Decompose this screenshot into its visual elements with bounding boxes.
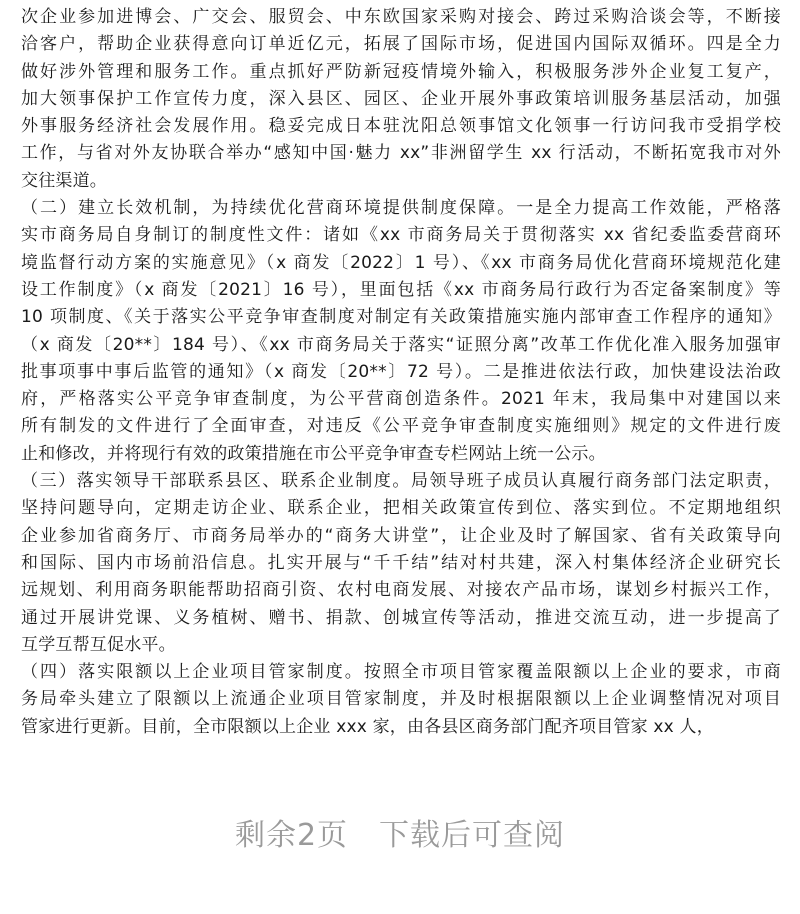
text-line: 和国际、国内市场前沿信息。扎实开展与“千千结”结对村共建，深入村集体经济企业研究长 — [21, 552, 781, 573]
text-line: 批事项事中事后监管的通知》（x 商发〔20**〕72 号）。二是推进依法行政，加快建设法治政 — [21, 361, 781, 382]
download-hint[interactable]: 剩余2页 下载后可查阅 — [234, 818, 566, 853]
text-line: （四）落实限额以上企业项目管家制度。按照全市项目管家覆盖限额以上企业的要求，市商 — [21, 662, 781, 683]
text-line: 境监督行动方案的实施意见》（x 商发〔2022〕1 号）、《xx 市商务局优化营商环境规范化建 — [21, 252, 781, 273]
text-line: 通过开展讲党课、义务植树、赠书、捐款、创城宣传等活动，推进交流互动，进一步提高了 — [21, 607, 781, 628]
paragraph — [21, 468, 781, 659]
text-line: 止和修改，并将现行有效的政策措施在市公平竞争审查专栏网站上统一公示。 — [21, 443, 606, 464]
document-body — [21, 4, 781, 741]
text-line: （x 商发〔20**〕184 号）、《xx 市商务局关于落实“证照分离”改革工作优化准入服务加强审 — [21, 334, 781, 355]
text-line: 工作，与省对外友协联合举办“感知中国·魅力 xx”非洲留学生 xx 行活动，不断拓宽我市对外 — [21, 143, 781, 164]
paragraph — [21, 659, 781, 741]
text-line: （三）落实领导干部联系县区、联系企业制度。局领导班子成员认真履行商务部门法定职责， — [21, 471, 781, 492]
text-line: 府，严格落实公平竞争审查制度，为公平营商创造条件。2021 年末，我局集中对建国以来 — [21, 389, 781, 410]
text-line: 企业参加省商务厅、市商务局举办的“商务大讲堂”，让企业及时了解国家、省有关政策导向 — [21, 525, 781, 546]
paragraph — [21, 195, 781, 468]
text-line: 交往渠道。 — [21, 170, 107, 191]
text-line: （二）建立长效机制，为持续优化营商环境提供制度保障。一是全力提高工作效能，严格落 — [21, 198, 781, 219]
text-line: 所有制发的文件进行了全面审查，对违反《公平竞争审查制度实施细则》规定的文件进行废 — [21, 416, 781, 437]
text-line: 设工作制度》（x 商发〔2021〕16 号），里面包括《xx 市商务局行政行为否定备案制度》等 — [21, 279, 781, 300]
text-line: 坚持问题导向，定期走访企业、联系企业，把相关政策宣传到位、落实到位。不定期地组织 — [21, 498, 781, 519]
text-line: 互学互帮互促水平。 — [21, 634, 176, 655]
text-line: 实市商务局自身制订的制度性文件：诸如《xx 市商务局关于贯彻落实 xx 省纪委监委营商环 — [21, 225, 781, 246]
text-line: 洽客户，帮助企业获得意向订单近亿元，拓展了国际市场，促进国内国际双循环。四是全力 — [21, 34, 781, 55]
text-line: 外事服务经济社会发展作用。稳妥完成日本驻沈阳总领事馆文化领事一行访问我市受捐学校 — [21, 116, 781, 137]
text-line: 远规划、利用商务职能帮助招商引资、农村电商发展、对接农产品市场，谋划乡村振兴工作， — [21, 580, 781, 601]
text-line: 10 项制度、《关于落实公平竞争审查制度对制定有关政策措施实施内部审查工作程序的通知》 — [21, 307, 781, 328]
text-line: 加大领事保护工作宣传力度，深入县区、园区、企业开展外事政策培训服务基层活动，加强 — [21, 88, 781, 109]
paragraph — [21, 4, 781, 195]
text-line: 管家进行更新。目前，全市限额以上企业 xxx 家，由各县区商务部门配齐项目管家 xx 人， — [21, 716, 714, 737]
text-line: 做好涉外管理和服务工作。重点抓好严防新冠疫情境外输入，积极服务涉外企业复工复产， — [21, 61, 781, 82]
text-line: 务局牵头建立了限额以上流通企业项目管家制度，并及时根据限额以上企业调整情况对项目 — [21, 689, 781, 710]
text-line: 次企业参加进博会、广交会、服贸会、中东欧国家采购对接会、跨过采购洽谈会等，不断接 — [21, 7, 781, 27]
